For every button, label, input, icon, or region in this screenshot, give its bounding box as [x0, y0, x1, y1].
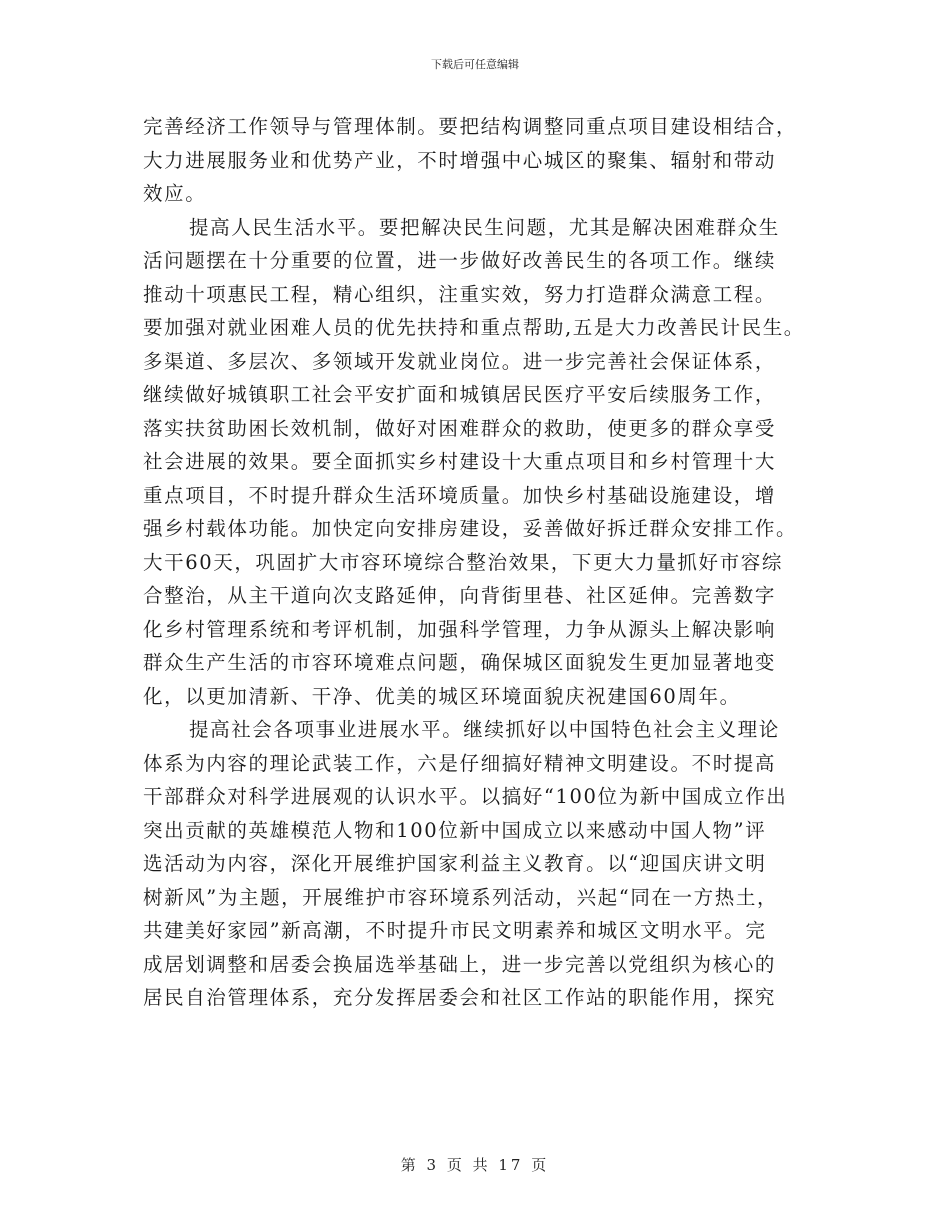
text-line: 成居划调整和居委会换届选举基础上，进一步完善以党组织为核心的 — [143, 952, 777, 976]
text-line: 选活动为内容，深化开展维护国家利益主义教育。以“迎国庆讲文明 — [143, 852, 767, 875]
text-line: 共建美好家园”新高潮，不时提升市民文明素养和城区文明水平。完 — [143, 919, 767, 942]
text-line: 体系为内容的理论武装工作，六是仔细搞好精神文明建设。不时提高 — [143, 751, 777, 775]
text-line: 大干60天，巩固扩大市容环境综合整治效果，下更大力量抓好市容综 — [143, 550, 783, 574]
text-line: 大力进展服务业和优势产业，不时增强中心城区的聚集、辐射和带动 — [143, 148, 777, 172]
document-body — [143, 110, 815, 1015]
text-line: 多渠道、多层次、多领域开发就业岗位。进一步完善社会保证体系， — [143, 349, 777, 373]
text-line: 要加强对就业困难人员的优先扶持和重点帮助,五是大力改善民计民生。 — [143, 316, 805, 339]
page-header: 下载后可任意编辑 — [431, 58, 519, 71]
text-line: 活问题摆在十分重要的位置，进一步做好改善民生的各项工作。继续 — [143, 249, 777, 272]
text-line: 推动十项惠民工程，精心组织，注重实效，努力打造群众满意工程。 — [143, 282, 777, 306]
text-line: 化乡村管理系统和考评机制，加强科学管理，力争从源头上解决影响 — [143, 617, 777, 641]
text-line: 突出贡献的英雄模范人物和100位新中国成立以来感动中国人物”评 — [143, 818, 767, 842]
text-line: 落实扶贫助困长效机制，做好对困难群众的救助，使更多的群众享受 — [143, 416, 777, 440]
text-line: 居民自治管理体系，充分发挥居委会和社区工作站的职能作用，探究 — [143, 986, 777, 1009]
text-line: 树新风”为主题，开展维护市容环境系列活动，兴起“同在一方热土， — [143, 885, 779, 909]
text-line: 强乡村载体功能。加快定向安排房建设，妥善做好拆迁群众安排工作。 — [143, 517, 798, 540]
text-line: 化，以更加清新、干净、优美的城区环境面貌庆祝建国60周年。 — [143, 684, 741, 708]
text-line: 干部群众对科学进展观的认识水平。以搞好“100位为新中国成立作出 — [143, 785, 788, 808]
text-line: 合整治，从主干道向次支路延伸，向背街里巷、社区延伸。完善数字 — [143, 584, 777, 607]
text-line: 群众生产生活的市容环境难点问题，确保城区面貌发生更加显著地变 — [143, 651, 777, 674]
text-line: 效应。 — [143, 182, 207, 205]
text-line: 重点项目，不时提升群众生活环境质量。加快乡村基础设施建设，增 — [143, 483, 777, 507]
text-line: 社会进展的效果。要全面抓实乡村建设十大重点项目和乡村管理十大 — [143, 450, 777, 473]
page-number: 第 3 页 共 17 页 — [400, 1156, 550, 1174]
text-line: 继续做好城镇职工社会平安扩面和城镇居民医疗平安后续服务工作， — [143, 383, 777, 406]
text-line: 完善经济工作领导与管理体制。要把结构调整同重点项目建设相结合， — [143, 115, 798, 138]
paragraph-first-line: 提高人民生活水平。要把解决民生问题，尤其是解决困难群众生 — [189, 215, 780, 239]
paragraph-first-line: 提高社会各项事业进展水平。继续抓好以中国特色社会主义理论 — [189, 718, 780, 741]
